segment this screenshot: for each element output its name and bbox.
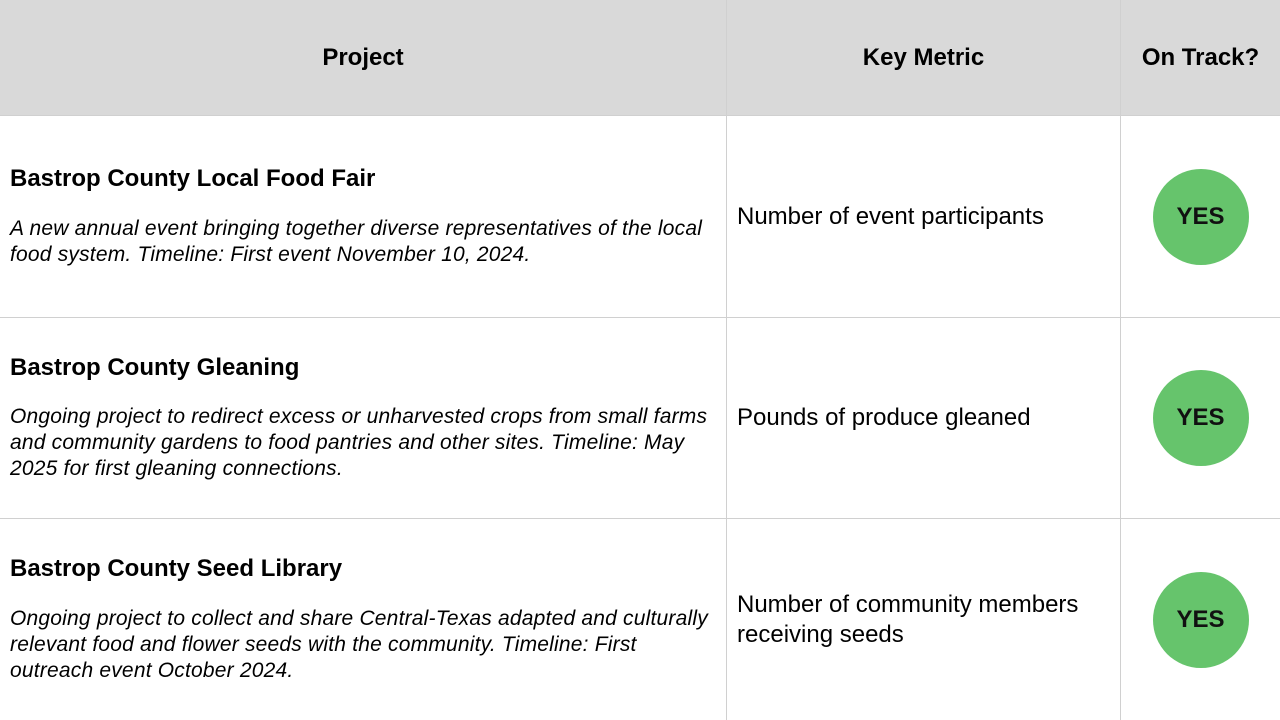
header-on-track-label: On Track?: [1141, 43, 1260, 71]
table-row-project-cell: [0, 519, 727, 720]
header-project: [0, 0, 727, 116]
header-key-metric-label: Key Metric: [862, 43, 985, 71]
key-metric-text: Number of community members receiving seeds: [737, 590, 1079, 648]
project-title: Bastrop County Local Food Fair: [10, 165, 376, 193]
status-badge: [1153, 370, 1249, 466]
table-row-status-cell: [1121, 519, 1280, 720]
status-badge: [1153, 572, 1249, 668]
status-badge-label: YES: [1176, 404, 1225, 431]
project-description: Ongoing project to collect and share Central-Texas adapted and culturally relevant food and flower seeds with the community. Timeline: First outreach event October 2024.: [10, 606, 708, 682]
status-badge: [1153, 169, 1249, 265]
table-row-status-cell: [1121, 116, 1280, 318]
project-title: Bastrop County Gleaning: [10, 353, 300, 381]
project-title: Bastrop County Seed Library: [10, 555, 343, 583]
project-description: Ongoing project to redirect excess or unharvested crops from small farms and community gardens to food pantries and other sites. Timeline: May 2025 for first gleaning connections.: [10, 405, 708, 481]
table-row-metric-cell: [727, 318, 1121, 519]
project-description: A new annual event bringing together diverse representatives of the local food system. Timeline: First event November 10, 2024.: [10, 216, 703, 266]
table-row-project-cell: [0, 318, 727, 519]
status-badge-label: YES: [1176, 605, 1225, 633]
header-project-label: Project: [322, 43, 404, 71]
table-row-project-cell: [0, 116, 727, 318]
key-metric-text: Number of event participants: [737, 202, 1044, 230]
header-key-metric: [727, 0, 1121, 116]
status-badge-label: YES: [1176, 202, 1225, 230]
header-on-track: [1121, 0, 1280, 116]
key-metric-text: Pounds of produce gleaned: [737, 404, 1031, 431]
table-row-metric-cell: [727, 116, 1121, 318]
table-row-metric-cell: [727, 519, 1121, 720]
table-row-status-cell: [1121, 318, 1280, 519]
